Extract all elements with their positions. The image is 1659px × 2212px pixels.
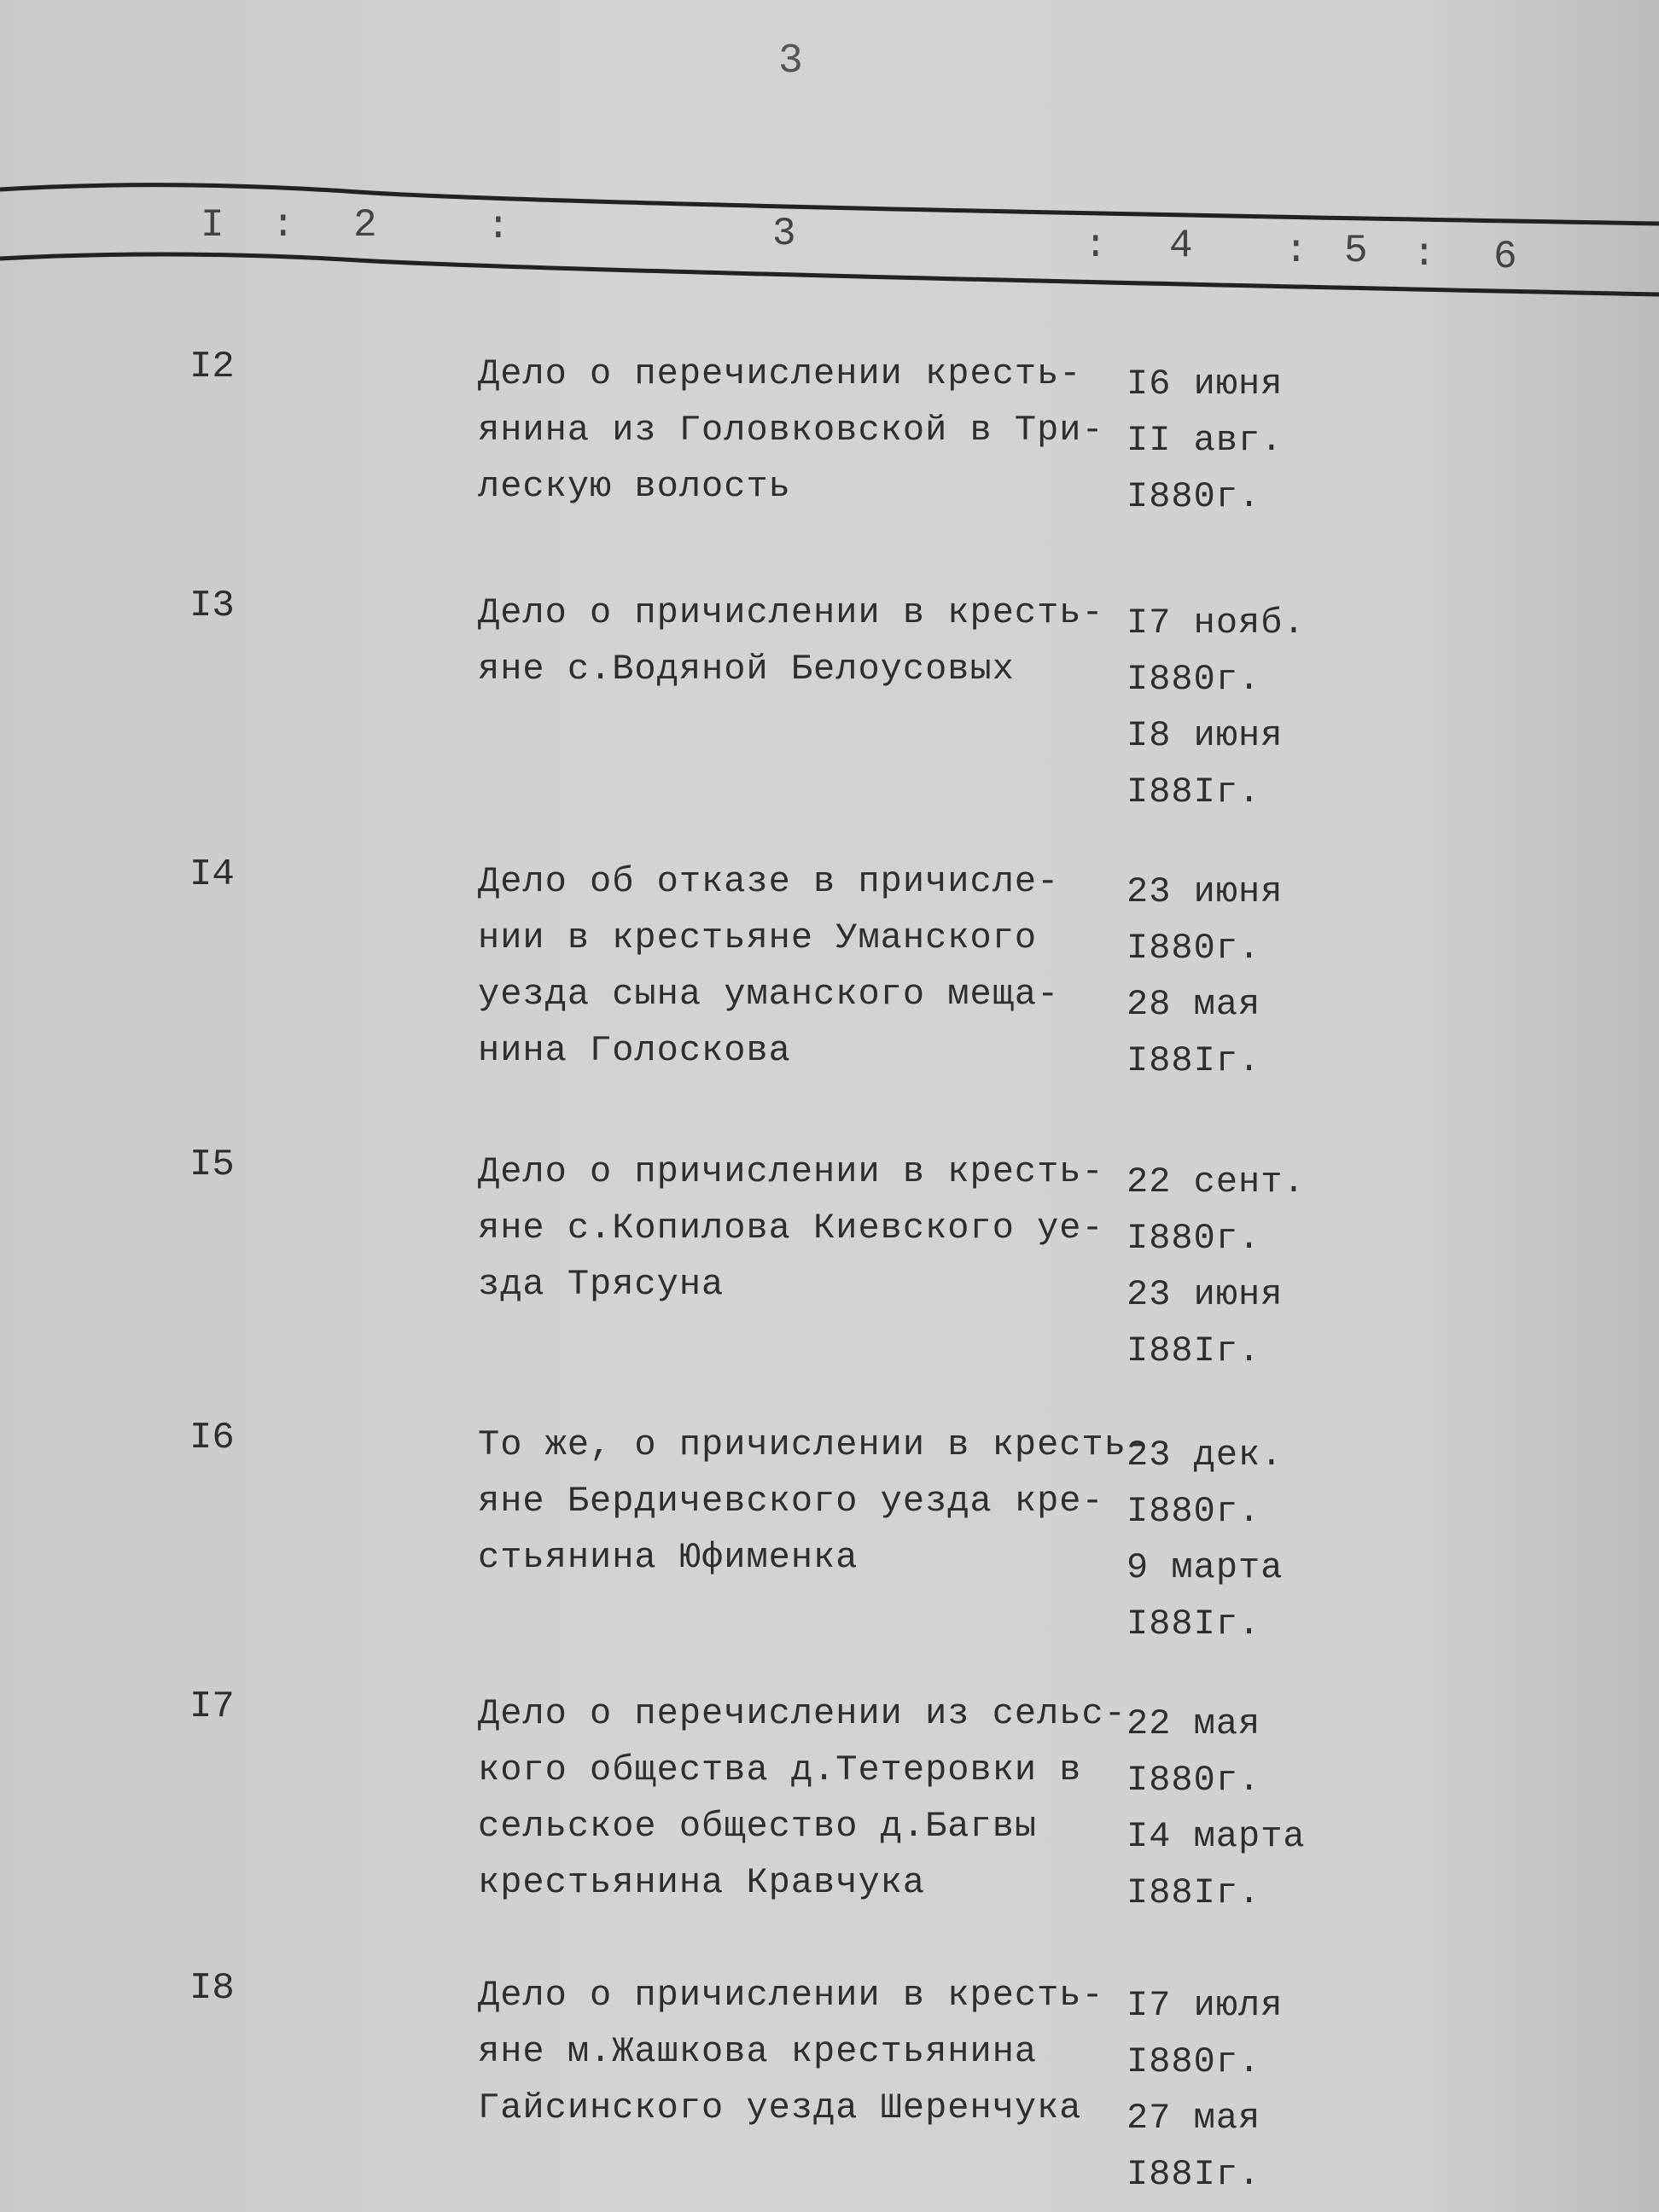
entry-dates (1126, 1154, 1306, 1379)
entry-dates (1126, 1427, 1283, 1652)
date-line: I6 июня (1126, 364, 1284, 405)
entry-number: I5 (189, 1144, 235, 1186)
entry-description (478, 1417, 1149, 1586)
column-header-5: 5 (1344, 229, 1368, 273)
date-line: I88Iг. (1126, 2154, 1261, 2195)
description-line: нии в крестьяне Уманского (478, 917, 1038, 958)
entry-number: I8 (189, 1967, 235, 2010)
header-bottom-rule (0, 254, 1659, 294)
description-line: уезда сына уманского меща- (478, 974, 1060, 1015)
column-header-2: 2 (353, 203, 377, 247)
date-line: 23 июня (1126, 1274, 1284, 1315)
entry-description (478, 346, 1104, 515)
date-line: 23 дек. (1126, 1435, 1284, 1476)
entry-dates (1126, 1977, 1283, 2203)
entry-number: I6 (189, 1417, 235, 1459)
description-line: яне с.Водяной Белоусовых (478, 649, 1015, 690)
entry-dates (1126, 595, 1306, 820)
description-line: Гайсинского уезда Шеренчука (478, 2087, 1082, 2128)
column-header-6: 6 (1493, 235, 1517, 279)
description-line: яне с.Копилова Киевского уе- (478, 1208, 1104, 1249)
column-header-3: 3 (772, 212, 796, 256)
date-line: II авг. (1126, 420, 1284, 461)
description-line: нина Голоскова (478, 1030, 791, 1071)
date-line: I88Iг. (1126, 1330, 1261, 1371)
date-line: I880г. (1126, 1218, 1261, 1259)
date-line: I88Iг. (1126, 1872, 1261, 1913)
entry-number: I4 (189, 853, 235, 896)
column-separator: : (271, 203, 295, 247)
date-line: I880г. (1126, 659, 1261, 700)
date-line: I880г. (1126, 476, 1261, 517)
date-line: 23 июня (1126, 871, 1284, 912)
description-line: Дело об отказе в причисле- (478, 861, 1060, 902)
column-separator: : (1412, 232, 1436, 276)
description-line: стьянина Юфименка (478, 1537, 859, 1578)
entry-description (478, 585, 1104, 697)
date-line: I7 нояб. (1126, 602, 1306, 643)
date-line: 9 марта (1126, 1547, 1284, 1588)
description-line: Дело о причислении в кресть- (478, 1151, 1104, 1192)
entry-description (478, 1967, 1104, 2136)
column-separator: : (1084, 224, 1108, 268)
date-line: I88Iг. (1126, 771, 1261, 812)
date-line: I4 марта (1126, 1816, 1306, 1857)
page-number: 3 (778, 38, 803, 84)
description-line: кого общества д.Тетеровки в (478, 1749, 1082, 1790)
description-line: Дело о перечислении кресть- (478, 353, 1082, 394)
entry-number: I7 (189, 1685, 235, 1728)
entry-dates (1126, 864, 1283, 1089)
date-line: I880г. (1126, 2041, 1261, 2082)
description-line: крестьянина Кравчука (478, 1862, 926, 1903)
entry-number: I2 (189, 346, 235, 388)
date-line: I880г. (1126, 928, 1261, 969)
description-line: яне м.Жашкова крестьянина (478, 2031, 1038, 2072)
date-line: 28 мая (1126, 984, 1261, 1025)
description-line: сельское общество д.Багвы (478, 1806, 1038, 1847)
description-line: Дело о причислении в кресть- (478, 592, 1104, 633)
header-rules (0, 0, 1659, 341)
entry-dates (1126, 356, 1283, 525)
column-separator: : (1284, 229, 1308, 273)
description-line: лескую волость (478, 466, 791, 507)
description-line: То же, о причислении в кресть- (478, 1424, 1150, 1465)
date-line: 27 мая (1126, 2098, 1261, 2139)
date-line: I7 июля (1126, 1985, 1284, 2026)
column-separator: : (486, 205, 510, 249)
entry-description (478, 1685, 1126, 1911)
date-line: I880г. (1126, 1760, 1261, 1801)
column-header-4: 4 (1169, 224, 1193, 268)
description-line: Дело о причислении в кресть- (478, 1975, 1104, 2016)
description-line: яне Бердичевского уезда кре- (478, 1481, 1104, 1522)
entry-number: I3 (189, 585, 235, 627)
date-line: I8 июня (1126, 715, 1284, 756)
entry-dates (1126, 1696, 1306, 1921)
header-top-rule (0, 185, 1659, 224)
entry-description (478, 1144, 1104, 1313)
date-line: I880г. (1126, 1491, 1261, 1532)
description-line: Дело о перечислении из сельс- (478, 1693, 1126, 1734)
date-line: 22 сент. (1126, 1161, 1306, 1202)
date-line: I88Iг. (1126, 1604, 1261, 1644)
date-line: I88Iг. (1126, 1040, 1261, 1081)
description-line: янина из Головковской в Три- (478, 410, 1104, 451)
entry-description (478, 853, 1059, 1079)
column-header-1: I (201, 203, 224, 247)
date-line: 22 мая (1126, 1703, 1261, 1744)
description-line: зда Трясуна (478, 1264, 725, 1305)
